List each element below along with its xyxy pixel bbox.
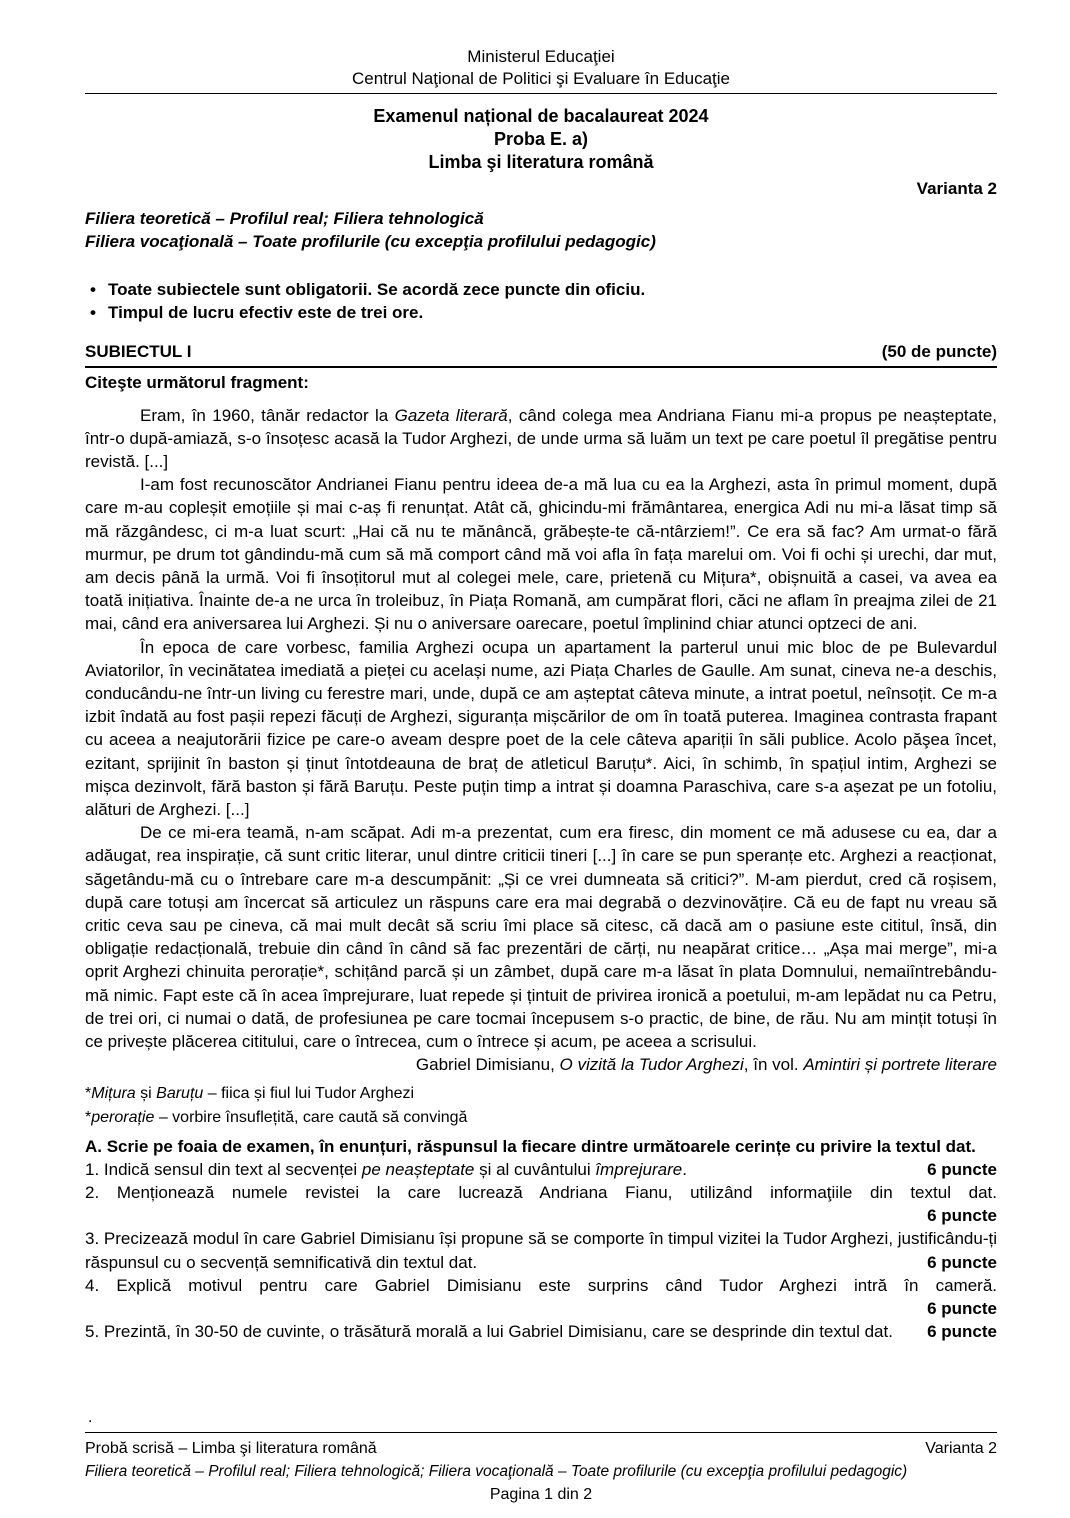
- footer-exam-name: Probă scrisă – Limba şi literatura română: [85, 1440, 377, 1457]
- footnote: *perorație – vorbire însuflețită, care caută să convingă: [85, 1108, 468, 1126]
- document-header: [85, 46, 997, 94]
- exam-subject: Limba şi literatura română: [428, 152, 654, 172]
- fragment-paragraph: De ce mi-era teamă, n-am scăpat. Adi m-a prezentat, cum era firesc, din moment ce mă adusese cu ea, dar a adăugat, rea inspirație, că sunt critic literar, unul dintre criticii tineri [...] în care se pun speranțe etc. Arghezi a reacționat, săgetându-mă cu o întrebare care m-a descumpănit: „Și ce vrei dumneata să critici?”. M-am pierdut, cred că roșisem, după care totuși am încercat să articulez un răspuns care era mai degrabă o dezvinovățire. Că eu de fapt nu vreau să critic ceva sau pe cineva, că mai mult decât să scriu îmi place să citesc, că dacă am o pasiune este cititul, însă, din obligație redacțională, trebuie din când în când să fac prezentări de cărți, nu neapărat critice… „Așa mai merge”, mi-a oprit Arghezi chinuita perorație*, schițând parcă și un zâmbet, după care m-a lăsat în plata Domnului, nemaiîntrebându-mă nimic. Fapt este că în acea împrejurare, luat repede și țintuit de privirea ironică a poetului, m-am lepădat nu ca Petru, de trei ori, ci numai o dată, de profesiunea pe care tocmai începusem s-o practic, de bine, de rău. Nu am mințit totuși în ce privește plăcerea cititului, care o întrecea, cum o întrece și acum, pe aceea a scrisului.: [85, 823, 997, 1052]
- question-5-points: 6 puncte: [927, 1322, 997, 1342]
- question-5: [85, 1320, 997, 1343]
- question-3: [85, 1227, 997, 1273]
- exam-proba: Proba E. a): [493, 129, 589, 149]
- footnote: *Mițura și Baruțu – fiica și fiul lui Tudor Arghezi: [85, 1084, 415, 1102]
- page-footer: [85, 1432, 997, 1506]
- subject1-label: SUBIECTUL I: [85, 342, 192, 362]
- question-1-points: 6 puncte: [927, 1159, 997, 1179]
- instructions-list: [85, 278, 997, 324]
- variant-label: Varianta 2: [916, 179, 997, 198]
- footer-variant: Varianta 2: [925, 1440, 997, 1457]
- question-2: [85, 1181, 997, 1227]
- filiera-block: [85, 207, 997, 253]
- section-a-heading: A. Scrie pe foaia de examen, în enunțuri, răspunsul la fiecare dintre următoarele cerințe cu privire la textul dat.: [85, 1136, 976, 1156]
- center-name: Centrul Naţional de Politici şi Evaluare în Educaţie: [352, 69, 730, 88]
- question-4-text: 4. Explică motivul pentru care Gabriel Dimisianu este surprins când Tudor Arghezi intră în cameră.: [85, 1275, 997, 1295]
- footer-row-1: [85, 1437, 997, 1460]
- filiera-line-2: Filiera vocaţională – Toate profilurile (cu excepţia profilului pedagogic): [85, 232, 656, 252]
- text-fragment: [85, 404, 997, 1077]
- subject1-header: [85, 340, 997, 368]
- filiera-line-1: Filiera teoretică – Profilul real; Filiera tehnologică: [85, 209, 484, 229]
- instruction-item: [85, 301, 997, 324]
- fragment-paragraph: Eram, în 1960, tânăr redactor la Gazeta literară, când colega mea Andriana Fianu mi-a propus pe neașteptate, într-o după-amiază, s-o însoțesc acasă la Tudor Arghezi, de unde urma să luăm un text pe care poetul îl pregătise pentru revistă. [...]: [85, 405, 998, 472]
- fragment-paragraph: În epoca de care vorbesc, familia Arghezi ocupa un apartament la parterul unui mic bloc de pe Bulevardul Aviatorilor, în vecinătatea imediată a pieței cu același nume, azi Piața Charles de Gaulle. Am sunat, cineva ne-a deschis, conducându-ne într-un living cu ferestre mari, unde, după ce am așteptat câteva minute, a intrat poetul, neînsoțit. Ce m-a izbit îndată au fost pașii repezi făcuți de Arghezi, siguranța mișcărilor de om în toată puterea. Imaginea contrasta frapant cu aceea a neajutorării fizice pe care-o aveam despre poet de la cele câteva apariții în săli publice. Acolo păşea încet, ezitant, sprijinit în baston și ținut întotdeauna de braț de atleticul Baruțu*. Aici, în schimb, în spațiul intim, Arghezi se mișca dezinvolt, fără baston și fără Baruțu. Peste puțin timp a intrat și doamna Paraschiva, care s-a așezat pe un fotoliu, alături de Arghezi. [...]: [85, 637, 997, 820]
- ministry-name: Ministerul Educaţiei: [467, 47, 615, 66]
- fragment-attribution: Gabriel Dimisianu, O vizită la Tudor Arghezi, în vol. Amintiri și portrete literare: [415, 1055, 997, 1075]
- fragment-paragraph: I-am fost recunoscător Andrianei Fianu pentru ideea de-a mă lua cu ea la Arghezi, asta în primul moment, după care m-au copleșit emoțiile și mai c-aș fi renunțat. Atât că, ghicindu-mi frământarea, energica Adi nu mi-a lăsat timp să mă răzgândesc, ci m-a luat scurt: „Hai că nu te mănâncă, grăbește-te că-ntârziem!”. Ce era să fac? Am urmat-o fără murmur, pe drum tot gândindu-mă cum să mă comport când mă voi afla în fața marelui om. Voi fi ochi și urechi, dar mut, am decis până la urmă. Voi fi însoțitorul mut al colegei mele, care, prietenă cu Mițura*, obișnuită a casei, va avea ea toată inițiativa. Înainte de-a ne urca în troleibuz, în Piața Romană, am cumpărat flori, căci ne aflam în preajma zilei de 21 mai, când era aniversarea lui Arghezi. Și nu o aniversare oarecare, poetul împlinind chiar atunci optzeci de ani.: [85, 475, 997, 634]
- bullet-icon: •: [90, 303, 96, 323]
- instruction-text: Timpul de lucru efectiv este de trei ore.: [108, 303, 424, 323]
- question-1: [85, 1158, 997, 1181]
- exam-title: Examenul național de bacalaureat 2024: [373, 106, 709, 126]
- footnotes: [85, 1082, 997, 1130]
- question-1-text: 1. Indică sensul din text al secvenței pe neașteptate și al cuvântului împrejurare.: [85, 1159, 687, 1179]
- question-5-text: 5. Prezintă, în 30-50 de cuvinte, o trăsătură morală a lui Gabriel Dimisianu, care se desprinde din textul dat.: [85, 1322, 893, 1342]
- question-2-text: 2. Menționează numele revistei la care lucrează Andriana Fianu, utilizând informaţiile din textul dat.: [85, 1182, 997, 1202]
- instruction-item: [85, 278, 997, 301]
- stray-period-mark: .: [88, 1409, 93, 1426]
- footer-filiera: Filiera teoretică – Profilul real; Filiera tehnologică; Filiera vocaţională – Toate profilurile (cu excepţia profilului pedagogic): [85, 1463, 908, 1480]
- subject1-points: (50 de puncte): [881, 342, 997, 362]
- question-4: [85, 1274, 997, 1320]
- footer-page-number: Pagina 1 din 2: [489, 1486, 593, 1503]
- question-3-text: 3. Precizează modul în care Gabriel Dimisianu își propune să se comporte în timpul vizitei la Tudor Arghezi, justificându-ți răspunsul cu o secvență semnificativă din textul dat.: [85, 1229, 997, 1272]
- question-2-points: 6 puncte: [927, 1206, 997, 1226]
- instruction-text: Toate subiectele sunt obligatorii. Se acordă zece puncte din oficiu.: [108, 280, 646, 300]
- question-3-points: 6 puncte: [927, 1252, 997, 1272]
- fragment-intro: Citeşte următorul fragment:: [85, 373, 309, 393]
- question-4-points: 6 puncte: [927, 1298, 997, 1318]
- exam-title-block: [85, 105, 997, 174]
- bullet-icon: •: [90, 280, 96, 300]
